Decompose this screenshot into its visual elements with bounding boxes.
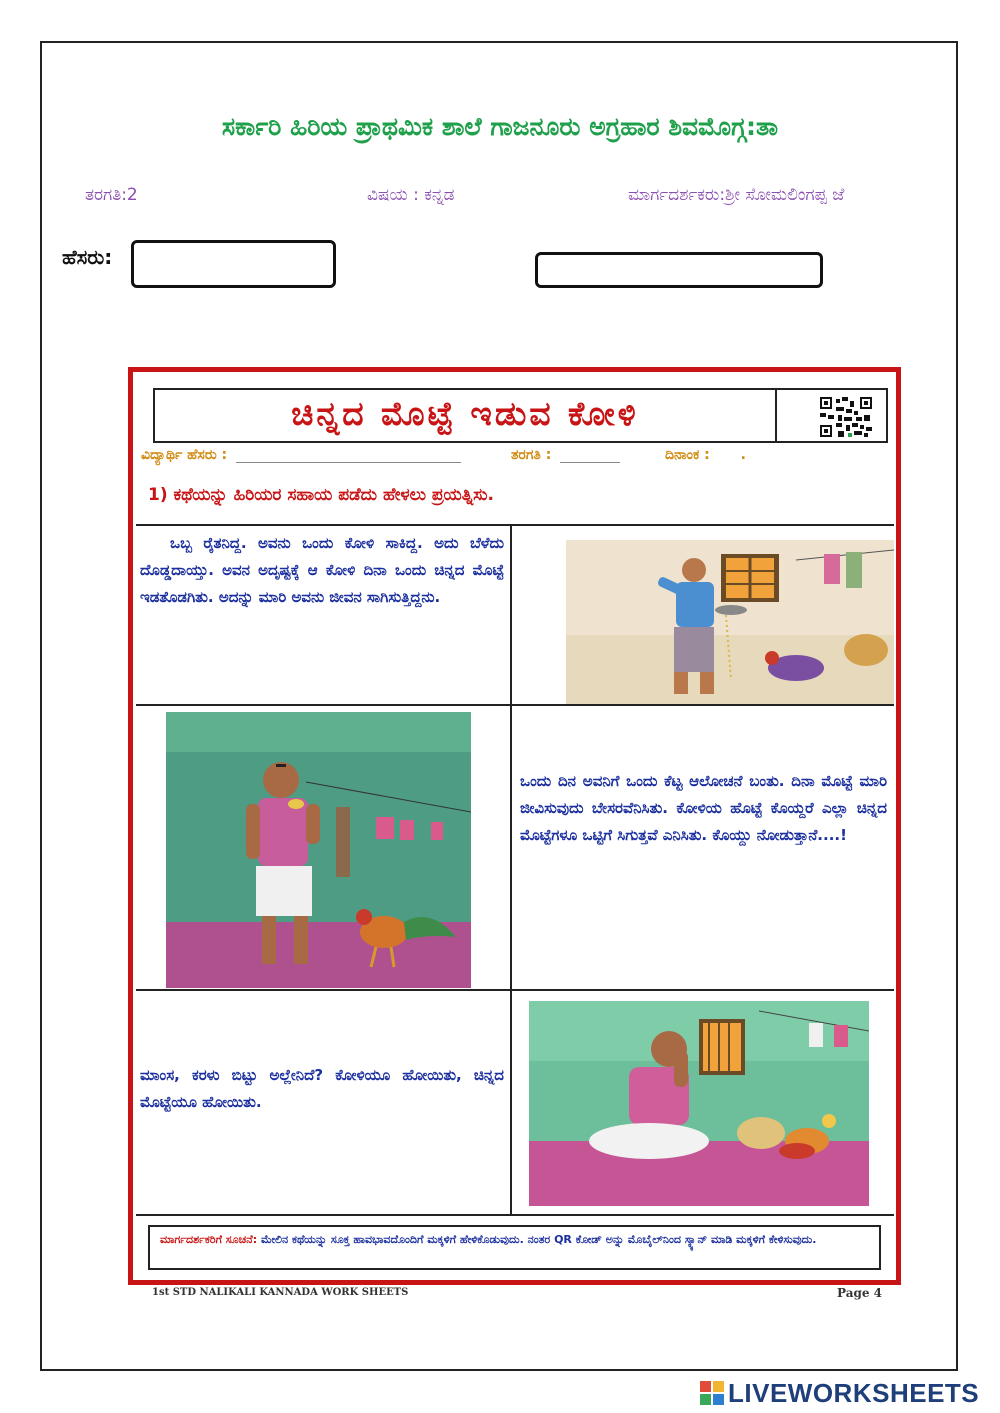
guide-note: [148, 1225, 881, 1270]
grid-row-line: [136, 989, 894, 991]
story-paragraph-1: ಒಬ್ಬ ರೈತನಿದ್ದ. ಅವನು ಒಂದು ಕೋಳಿ ಸಾಕಿದ್ದ. ಅದು ಬೆಳೆದು ದೊಡ್ಡದಾಯ್ತು. ಅವನ ಅದೃಷ್ಟಕ್ಕೆ ಆ ಕೋಳಿ ದಿನಾ ಒಂದು ಚಿನ್ನದ ಮೊಟ್ಟೆ ಇಡತೊಡಗಿತು. ಅದನ್ನು ಮಾರಿ ಅವನು ಜೀವನ ಸಾಗಿಸುತ್ತಿದ್ದನು.: [140, 534, 504, 606]
name-label: ಹೆಸರು:: [62, 245, 113, 269]
header-divider: [775, 390, 777, 441]
subject-label: ವಿಷಯ : ಕನ್ನಡ: [367, 185, 455, 205]
worksheet-title: ಚಿನ್ನದ ಮೊಟ್ಟೆ ಇಡುವ ಕೋಳಿ: [291, 394, 639, 433]
footer-series: 1st STD NALIKALI KANNADA WORK SHEETS: [152, 1287, 409, 1298]
student-date-row: [665, 447, 746, 463]
name-input[interactable]: [131, 240, 336, 288]
grid-row-line: [136, 1214, 894, 1216]
class-label: ತರಗತಿ:2: [85, 185, 138, 205]
guide-note-label: ಮಾರ್ಗದರ್ಶಕರಿಗೆ ಸೂಚನೆ:: [160, 1233, 258, 1246]
liveworksheets-logo-icon: [700, 1381, 724, 1405]
sad-man-image: [529, 1001, 869, 1206]
guide-note-text: ಮೇಲಿನ ಕಥೆಯನ್ನು ಸೂಕ್ತ ಹಾವಭಾವದೊಂದಿಗೆ ಮಕ್ಕಳಿಗೆ ಹೇಳಿಕೊಡುವುದು. ನಂತರ QR ಕೋಡ್ ಅನ್ನು ಮೊಬೈಲ್‌ನಿಂದ ಸ್ಕ್ಯಾನ್ ಮಾಡಿ ಮಕ್ಕಳಿಗೆ ಕೇಳಿಸುವುದು.: [260, 1233, 817, 1246]
worksheet-header: [153, 388, 888, 443]
student-class-line: [560, 462, 620, 463]
story-paragraph-3: ಮಾಂಸ, ಕರಳು ಬಿಟ್ಟು ಅಲ್ಲೇನಿದೆ? ಕೋಳಿಯೂ ಹೋಯಿತು, ಚಿನ್ನದ ಮೊಟ್ಟೆಯೂ ಹೋಯಿತು.: [140, 1066, 504, 1111]
student-date-value: .: [740, 447, 746, 463]
school-name: ಸರ್ಕಾರಿ ಹಿರಿಯ ಪ್ರಾಥಮಿಕ ಶಾಲೆ ಗಾಜನೂರು ಅಗ್ರಹಾರ ಶಿವಮೊಗ್ಗ:ತಾ: [221, 112, 779, 141]
man-with-hen-image: [166, 712, 471, 988]
story-grid: [136, 524, 894, 1216]
instruction: 1) ಕಥೆಯನ್ನು ಹಿರಿಯರ ಸಹಾಯ ಪಡೆದು ಹೇಳಲು ಪ್ರಯತ್ನಿಸು.: [148, 485, 494, 505]
worksheet: [128, 367, 901, 1285]
second-input[interactable]: [535, 252, 823, 288]
grid-row-line: [136, 704, 894, 706]
grid-divider: [510, 526, 512, 1216]
student-class-row: [511, 447, 620, 463]
student-name-label: ವಿದ್ಯಾರ್ಥಿ ಹೆಸರು :: [141, 447, 228, 463]
brand-wordmark[interactable]: LIVEWORKSHEETS: [728, 1378, 980, 1408]
qr-code-icon[interactable]: [820, 397, 872, 437]
story-paragraph-2: ಒಂದು ದಿನ ಅವನಿಗೆ ಒಂದು ಕೆಟ್ಟ ಆಲೋಚನೆ ಬಂತು. ದಿನಾ ಮೊಟ್ಟೆ ಮಾರಿ ಜೀವಿಸುವುದು ಬೇಸರವೆನಿಸಿತು. ಕೋಳಿಯ ಹೊಟ್ಟೆ ಕೊಯ್ದರೆ ಎಲ್ಲಾ ಚಿನ್ನದ ಮೊಟ್ಟೆಗಳೂ ಒಟ್ಟಿಗೆ ಸಿಗುತ್ತವೆ ಎನಿಸಿತು. ಕೊಯ್ದು ನೋಡುತ್ತಾನೆ....!: [520, 772, 887, 844]
farmer-feeding-hen-image: [566, 540, 894, 704]
student-name-row: [141, 447, 461, 463]
guide-label: ಮಾರ್ಗದರ್ಶಕರು:ಶ್ರೀ ಸೋಮಲಿಂಗಪ್ಪ ಜೆ: [628, 185, 845, 205]
student-class-label: ತರಗತಿ :: [511, 447, 552, 463]
footer-page: Page 4: [837, 1286, 883, 1300]
student-date-label: ದಿನಾಂಕ :: [665, 447, 710, 463]
student-name-line: [236, 462, 461, 463]
